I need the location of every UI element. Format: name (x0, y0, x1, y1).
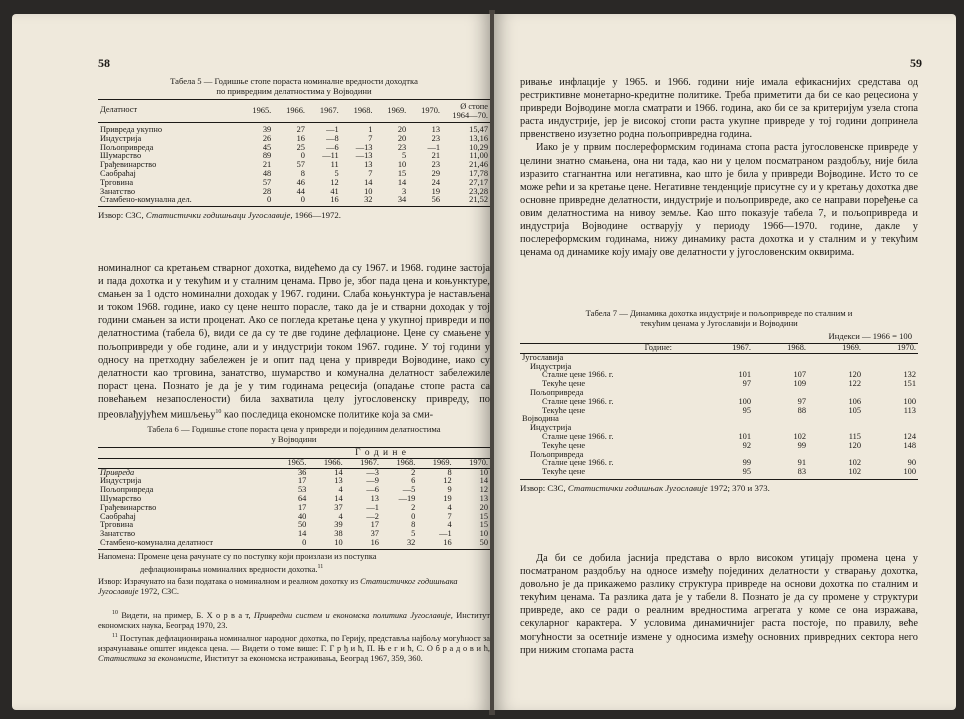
cell-value: 5 (334, 168, 339, 178)
cell-value: —5 (402, 485, 416, 495)
cell-value: 122 (848, 379, 861, 389)
cell-value: 48 (262, 168, 272, 178)
cell-value: 0 (411, 511, 416, 521)
cell-value: 1 (368, 125, 373, 134)
cell-value: 4 (338, 485, 343, 495)
right-text-block-2 (520, 552, 918, 657)
cell-value: 14 (479, 476, 488, 486)
cell-value: 28 (262, 186, 272, 196)
cell-value: 102 (848, 467, 861, 477)
row-label: Индустрија (100, 133, 142, 143)
cell-value: 7 (368, 168, 373, 178)
body-paragraph: номиналног са кретањем стварног дохотка, видећемо да су 1967. и 1968. године застоја и пада дохотка и у текућим и у сталним ценама. Прво је, због пада цена и коњунктуре, смањен за 1 одсто номинални доходак у 1967. години. Слаба коњунктура је настављена и током 1968. године, иако су цене нешто порасле, тако да је и стварни доходак у тој години смањен за исти проценат. Ако се погледа кретање цена у укупној привреди и по делатностима (табела 6), види се да су те две године дефлационе. Цене су смањене у пољопривреди у обе године, али и у индустрији током 1967. године. У тој години у односу на претходну забележен је и опит пад цена у привреди Војводине, иако су делатности као трговина, занатство, шумарство и комунална делатност забележиле пораст цена. Познато је да је у тим годинама рецесија (опадање стопе раста са повећањем незапослености) била захватила целу југословенску привреду, по преовлађујућем мишљењу$^{10}$ као последица економске политике која за сми- (98, 263, 490, 421)
cell-value: 20 (479, 502, 488, 512)
cell-value: 10 (479, 529, 488, 539)
cell-value: 12 (479, 485, 488, 495)
cell-value: 15,47 (469, 125, 488, 134)
table6 (98, 448, 490, 548)
footnotes (98, 608, 490, 664)
cell-value: 105 (848, 405, 861, 415)
table6-group-header: Г о д и н е (355, 448, 407, 458)
table5-source: Извор: СЗС, Статистички годишњаци Југославије, 1966—1972. (98, 210, 341, 221)
table6-header-year: 1965. (287, 457, 307, 467)
table-row (520, 407, 918, 416)
row-label: Пољопривреда (530, 449, 584, 459)
cell-value: 21,46 (469, 160, 488, 170)
cell-value: —6 (326, 142, 339, 152)
table-row (520, 468, 918, 477)
cell-value: 106 (848, 396, 861, 406)
cell-value: —13 (355, 142, 373, 152)
cell-value: 13 (479, 493, 488, 503)
cell-value: 99 (797, 440, 806, 450)
left-page (12, 14, 490, 710)
cell-value: 101 (738, 431, 751, 441)
cell-value: 40 (297, 511, 307, 521)
cell-value: 100 (738, 396, 751, 406)
cell-value: 88 (797, 405, 806, 415)
cell-value: 107 (793, 370, 806, 380)
page-number: 59 (910, 56, 922, 70)
table5-header-year: 1968. (353, 105, 373, 115)
row-label: Сталне цене 1966. г. (542, 431, 614, 441)
cell-value: 15 (479, 520, 488, 530)
cell-value: 13 (364, 160, 373, 170)
cell-value: 132 (903, 370, 916, 380)
row-label: Саобраћај (100, 168, 136, 178)
cell-value: —2 (366, 511, 379, 521)
cell-value: 17 (297, 502, 307, 512)
row-label: Текуће цене (542, 379, 586, 389)
row-label: Занатство (100, 529, 136, 539)
row-label: Сталне цене 1966. г. (542, 396, 614, 406)
cell-value: 4 (338, 511, 343, 521)
table5-header-year: 1967. (319, 105, 339, 115)
cell-value: 23 (431, 133, 440, 143)
table7 (520, 344, 918, 477)
cell-value: —9 (366, 476, 379, 486)
cell-value: 25 (296, 142, 305, 152)
row-label: Пољопривреда (100, 485, 154, 495)
row-label: Шумарство (100, 493, 142, 503)
cell-value: 120 (848, 440, 861, 450)
cell-value: 20 (397, 125, 407, 134)
cell-value: —6 (366, 485, 379, 495)
cell-value: 15 (479, 511, 488, 521)
row-label: Грађевинарство (100, 502, 157, 512)
cell-value: 8 (411, 520, 416, 530)
cell-value: 115 (848, 431, 861, 441)
cell-value: 17 (297, 476, 307, 486)
cell-value: 39 (334, 520, 343, 530)
table7-body (520, 353, 918, 477)
cell-value: 4 (447, 520, 452, 530)
cell-value: —19 (398, 493, 416, 503)
row-label: Стамбено-комунална делатност (100, 537, 214, 547)
footnote-10: $^{10}$ Видети, на пример, Б. Х о р в а т, Привредни систем и економска политика Југославије, Институт економских наука, Београд 1970, 23. (98, 610, 490, 630)
table7-header-year: 1969. (842, 343, 861, 352)
table5-header-activity: Делатност (100, 105, 138, 114)
cell-value: 0 (300, 195, 305, 205)
table-row (98, 196, 490, 205)
cell-value: 53 (297, 485, 307, 495)
cell-value: 95 (742, 405, 751, 415)
table6-caption: Табела 6 — Годишње стопе пораста цена у привреди и појединим делатностима у Војводини (147, 424, 441, 444)
left-text-block (98, 262, 490, 422)
table6-note: Напомена: Промене цена рачунате су по поступку који произлази из поступка дефлационирања номиналних вредности дохотка.$^{11}$ (98, 551, 377, 574)
cell-value: 14 (397, 177, 407, 187)
cell-value: 27 (296, 125, 305, 134)
table6-source: Извор: Израчунато на бази података о номиналном и реалном дохотку из Статистичког годишњака Југославије 1972, СЗС. (98, 576, 458, 596)
row-label: Привреда (100, 467, 135, 477)
row-label: Трговина (100, 520, 134, 530)
cell-value: 12 (443, 476, 452, 486)
right-text-block (520, 76, 918, 259)
footnote-11: $^{11}$ Поступак дефлационирања номиналног народног дохотка, по Герију, представља најбољу могућност за израчунавање општег индекса цена. — Видети о томе више: Г. Г р ђ и ћ, П. Њ е г и ћ, С. О б р а д о в и ћ, Статистика за економисте, Институт за економска истраживања, Београд 1967, 359, 360. (98, 632, 490, 663)
row-label: Шумарство (100, 151, 142, 161)
table6-header-year: 1968. (396, 457, 416, 467)
table6-body (98, 468, 490, 548)
table-row (520, 353, 918, 362)
table-row (520, 415, 918, 424)
cell-value: 10 (397, 160, 407, 170)
cell-value: —1 (326, 125, 339, 134)
cell-value: 102 (848, 458, 861, 468)
cell-value: —13 (355, 151, 373, 161)
cell-value: 44 (296, 186, 305, 196)
table-row (98, 495, 490, 504)
row-label: Сталне цене 1966. г. (542, 370, 614, 380)
footnote-ref: 10 (215, 409, 222, 416)
cell-value: 83 (797, 467, 806, 477)
row-label: Занатство (100, 186, 136, 196)
table7-index-note: Индекси — 1966 = 100 (828, 331, 912, 341)
cell-value: 64 (297, 493, 307, 503)
table5-header-year: 1969. (387, 105, 407, 115)
cell-value: 92 (742, 440, 751, 450)
cell-value: 32 (406, 537, 416, 547)
cell-value: 7 (447, 511, 452, 521)
cell-value: 5 (411, 529, 416, 539)
table-row (98, 504, 490, 513)
row-label: Текуће цене (542, 440, 586, 450)
table6-header (98, 458, 490, 468)
cell-value: 10 (479, 467, 488, 477)
cell-value: 2 (411, 502, 416, 512)
cell-value: —1 (427, 142, 440, 152)
cell-value: 57 (262, 177, 272, 187)
table7-block (520, 308, 918, 495)
cell-value: 100 (903, 396, 916, 406)
row-label: Грађевинарство (100, 160, 157, 170)
row-label: Индустрија (530, 361, 572, 371)
table7-source: Извор: СЗС, Статистички годишњак Југославије 1972; 370 и 373. (520, 482, 770, 493)
cell-value: 26 (262, 133, 272, 143)
cell-value: 13 (431, 125, 440, 134)
cell-value: 16 (296, 133, 305, 143)
cell-value: 10,29 (469, 142, 488, 152)
table5-caption: Табела 5 — Годишње стопе пораста номиналне вредности доходтка по привредним делатностима у Војводини (170, 76, 418, 96)
cell-value: 14 (364, 177, 373, 187)
cell-value: 8 (300, 168, 305, 178)
cell-value: 10 (334, 537, 343, 547)
table5-body (98, 126, 490, 205)
cell-value: 11 (330, 160, 339, 170)
table5-header (98, 100, 490, 120)
cell-value: 16 (330, 195, 339, 205)
cell-value: 14 (334, 467, 343, 477)
cell-value: 39 (262, 125, 272, 134)
cell-value: 11,00 (469, 151, 488, 161)
cell-value: —1 (439, 529, 452, 539)
cell-value: 46 (296, 177, 305, 187)
cell-value: 2 (411, 467, 416, 477)
cell-value: 6 (411, 476, 416, 486)
cell-value: 151 (903, 379, 916, 389)
cell-value: 95 (742, 467, 751, 477)
cell-value: 36 (297, 467, 307, 477)
table7-header-year: 1967. (732, 343, 751, 352)
table6-block (98, 424, 490, 599)
row-label: Индустрија (100, 476, 142, 486)
cell-value: 124 (903, 431, 916, 441)
cell-value: 100 (903, 467, 916, 477)
cell-value: 13 (334, 476, 343, 486)
row-label: Трговина (100, 177, 134, 187)
row-label: Текуће цене (542, 467, 586, 477)
table-row (98, 521, 490, 530)
cell-value: 91 (797, 458, 806, 468)
row-label: Саобраћај (100, 511, 136, 521)
cell-value: 57 (296, 160, 305, 170)
table6-header-year: 1966. (323, 457, 343, 467)
cell-value: —1 (366, 502, 379, 512)
cell-value: 34 (397, 195, 407, 205)
cell-value: 56 (431, 195, 440, 205)
row-label: Стамбено-комунална дел. (100, 195, 192, 205)
table-rule (98, 206, 490, 207)
body-paragraph: Да би се добила јаснија представа о врло високом утицају промена цена у посматраном раздобљу на односе између појединих делатности у стварању дохотка, довољно је да прикажемо разлику структура привреде на основи дохотка по сталним и текућим ценама. Та разлика дата је у табели 8. Познато је да су промене у структури привреде, ако се ради о реалним вредностима агрегата у коме се она изражава, секуларног карактера. У условима динамичнијег раста постоје, по правилу, веће могућности за осетније измене у односима између основних привредних сектора него при нижим стопама раста (520, 553, 918, 656)
cell-value: 17,78 (469, 168, 488, 178)
cell-value: —11 (322, 151, 339, 161)
table5-header-avg: Ø стопе 1964—70. (452, 102, 488, 120)
cell-value: 16 (370, 537, 379, 547)
row-label: Војводина (522, 414, 559, 424)
table7-header-year: 1968. (787, 343, 806, 352)
cell-value: 41 (330, 186, 339, 196)
cell-value: 19 (431, 186, 440, 196)
cell-value: 14 (334, 493, 343, 503)
cell-value: 17 (370, 520, 379, 530)
cell-value: 23,28 (469, 186, 488, 196)
cell-value: 8 (447, 467, 452, 477)
cell-value: 16 (443, 537, 452, 547)
cell-value: 21,52 (469, 195, 488, 205)
cell-value: 19 (443, 493, 452, 503)
table5-header-year: 1970. (421, 105, 440, 115)
table-rule (98, 549, 490, 550)
cell-value: —3 (366, 467, 379, 477)
table-row (98, 468, 490, 477)
row-label: Југославија (522, 352, 564, 362)
table-row (98, 477, 490, 486)
table5-header-year: 1965. (252, 105, 272, 115)
table6-header-year: 1967. (360, 457, 379, 467)
cell-value: 4 (447, 502, 452, 512)
cell-value: 37 (334, 502, 343, 512)
body-paragraph: Иако је у првим послереформским годинама стопа раста југословенске привреде у целини знатно смањена, она ни тада, као ни у целом посматраном раздобљу, није била изразито стагнантна или негативна, као што је била у привреди Војводине. Исто то се може рећи и за кретање цене. Негативне тенденције присутне су и у кретању дохотка две основне привредне делатности, индустрије и пољопривреде, ако се направи поређење са овим делатностима на нивоу земље. Као што показује табела 7, и пољопривреда и индустрија Војводине остварују у периоду 1966—1970. године, дакле у послереформским годинама, нижу динамику раста дохотка и у сталним и у текућим ценама од динамике коју имају ове делатности у југословенским оквирима. (520, 142, 918, 259)
cell-value: 99 (742, 458, 751, 468)
row-label: Привреда укупно (100, 125, 163, 134)
table5-header-year: 1966. (286, 105, 305, 115)
cell-value: 27,17 (469, 177, 488, 187)
cell-value: 50 (297, 520, 307, 530)
cell-value: 15 (397, 168, 407, 178)
cell-value: 5 (402, 151, 407, 161)
cell-value: 24 (431, 177, 440, 187)
cell-value: 9 (447, 485, 452, 495)
cell-value: 37 (370, 529, 379, 539)
cell-value: 32 (364, 195, 373, 205)
cell-value: 101 (738, 370, 751, 380)
cell-value: 3 (402, 186, 407, 196)
table-row (98, 539, 490, 548)
body-paragraph: ривање инфлације у 1965. и 1966. години није имала ефикаснијих средстава од рестриктивне монетарно-кредитне политике. Треба приметити да би се као рецесиона у привреди Војводине могла сматрати и 1966. година, ако би се за критеријум узела стопа раста индустрије, јер је високој стопи раста укупне привреде у тој години допринела првенствено изузетно родна пољопривредна година. (520, 77, 918, 141)
cell-value: 29 (431, 168, 440, 178)
cell-value: 120 (848, 370, 861, 380)
row-label: Пољопривреда (530, 387, 584, 397)
table-row (98, 513, 490, 522)
page-number: 58 (98, 56, 110, 70)
cell-value: 23 (397, 142, 407, 152)
cell-value: 38 (334, 529, 343, 539)
cell-value: 0 (300, 151, 305, 161)
cell-value: 148 (903, 440, 916, 450)
cell-value: 13 (370, 493, 379, 503)
table5 (98, 100, 490, 205)
cell-value: 97 (797, 396, 806, 406)
right-page (494, 14, 956, 710)
table6-header-year: 1970. (469, 457, 488, 467)
cell-value: 50 (479, 537, 488, 547)
cell-value: 23 (431, 160, 440, 170)
row-label: Индустрија (530, 423, 572, 433)
cell-value: —8 (326, 133, 339, 143)
cell-value: 14 (297, 529, 307, 539)
cell-value: 21 (262, 160, 272, 170)
row-label: Текуће цене (542, 405, 586, 415)
cell-value: 0 (267, 195, 272, 205)
cell-value: 102 (793, 431, 806, 441)
cell-value: 97 (742, 379, 751, 389)
cell-value: 10 (364, 186, 373, 196)
cell-value: 13,16 (469, 133, 488, 143)
table-rule (520, 479, 918, 480)
cell-value: 12 (330, 177, 339, 187)
row-label: Пољопривреда (100, 142, 154, 152)
table7-header-year: 1970. (897, 343, 916, 352)
cell-value: 89 (262, 151, 272, 161)
cell-value: 7 (368, 133, 373, 143)
table-row (98, 486, 490, 495)
table6-header-year: 1969. (432, 457, 452, 467)
table7-caption: Табела 7 — Динамика дохотка индустрије и пољопривреде по сталним и текућим ценама у Југославији и Војводини (585, 308, 853, 328)
cell-value: 21 (431, 151, 440, 161)
cell-value: 20 (397, 133, 407, 143)
table7-header (520, 344, 918, 353)
cell-value: 45 (262, 142, 272, 152)
cell-value: 90 (907, 458, 916, 468)
cell-value: 0 (302, 537, 307, 547)
cell-value: 109 (793, 379, 806, 389)
table7-header-label: Године: (644, 343, 672, 352)
row-label: Сталне цене 1966. г. (542, 458, 614, 468)
cell-value: 113 (903, 405, 916, 415)
table5-block (98, 76, 490, 222)
